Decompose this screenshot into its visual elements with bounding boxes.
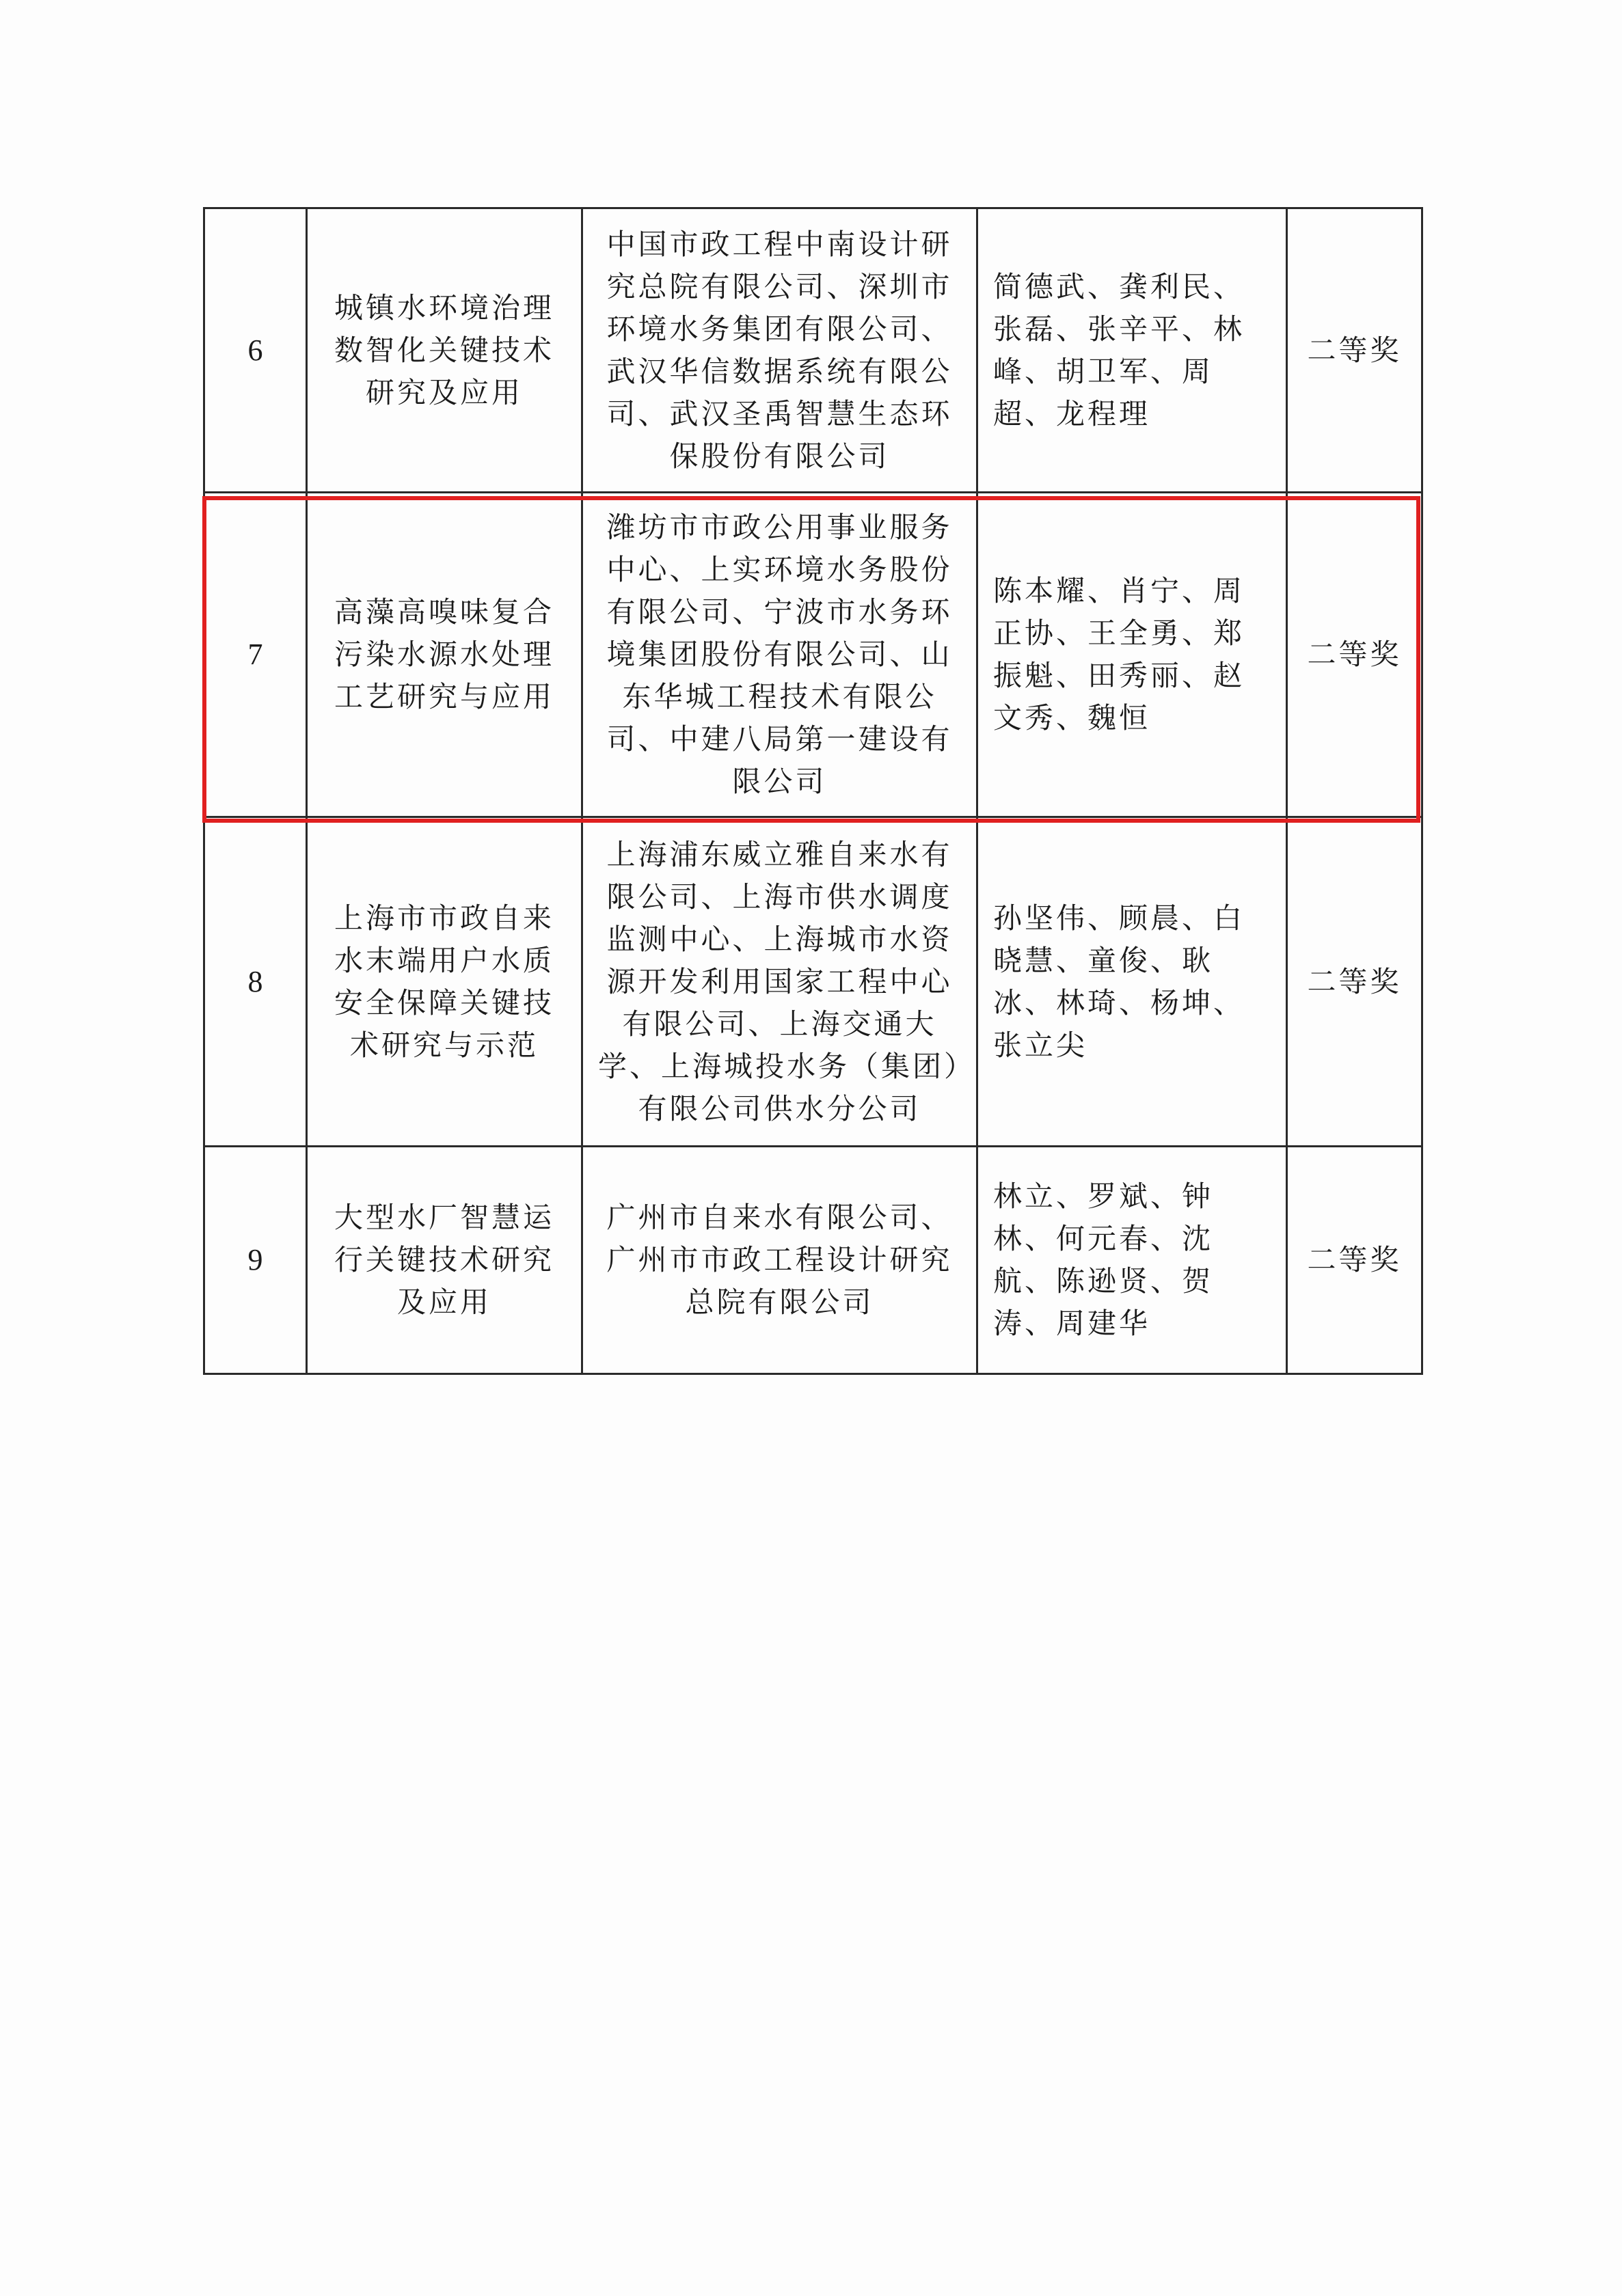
table-row	[204, 1147, 1422, 1374]
awards-table	[203, 207, 1423, 1375]
completion-units: 潍坊市市政公用事业服务中心、上实环境水务股份有限公司、宁波市水务环境集团股份有限公司、山东华城工程技术有限公司、中建八局第一建设有限公司	[582, 493, 977, 817]
award-level: 二等奖	[1287, 1147, 1422, 1374]
award-level: 二等奖	[1287, 208, 1422, 493]
table-row	[204, 493, 1422, 817]
award-level: 二等奖	[1287, 493, 1422, 817]
award-level: 二等奖	[1287, 817, 1422, 1147]
project-name: 高藻高嗅味复合污染水源水处理工艺研究与应用	[307, 493, 582, 817]
project-name: 上海市市政自来水末端用户水质安全保障关键技术研究与示范	[307, 817, 582, 1147]
row-number: 6	[204, 208, 307, 493]
row-number: 7	[204, 493, 307, 817]
completion-people: 孙坚伟、顾晨、白晓慧、童俊、耿冰、林琦、杨坤、张立尖	[977, 817, 1287, 1147]
completion-people: 林立、罗斌、钟林、何元春、沈航、陈逊贤、贺涛、周建华	[977, 1147, 1287, 1374]
row-number: 8	[204, 817, 307, 1147]
completion-units: 上海浦东威立雅自来水有限公司、上海市供水调度监测中心、上海城市水资源开发利用国家工程中心有限公司、上海交通大学、上海城投水务（集团）有限公司供水分公司	[582, 817, 977, 1147]
table-row	[204, 208, 1422, 493]
project-name: 城镇水环境治理数智化关键技术研究及应用	[307, 208, 582, 493]
project-name: 大型水厂智慧运行关键技术研究及应用	[307, 1147, 582, 1374]
row-number: 9	[204, 1147, 307, 1374]
completion-people: 简德武、龚利民、张磊、张辛平、林峰、胡卫军、周超、龙程理	[977, 208, 1287, 493]
table-row	[204, 817, 1422, 1147]
completion-people: 陈本耀、肖宁、周正协、王全勇、郑振魁、田秀丽、赵文秀、魏恒	[977, 493, 1287, 817]
completion-units: 中国市政工程中南设计研究总院有限公司、深圳市环境水务集团有限公司、武汉华信数据系统有限公司、武汉圣禹智慧生态环保股份有限公司	[582, 208, 977, 493]
completion-units: 广州市自来水有限公司、广州市市政工程设计研究总院有限公司	[582, 1147, 977, 1374]
